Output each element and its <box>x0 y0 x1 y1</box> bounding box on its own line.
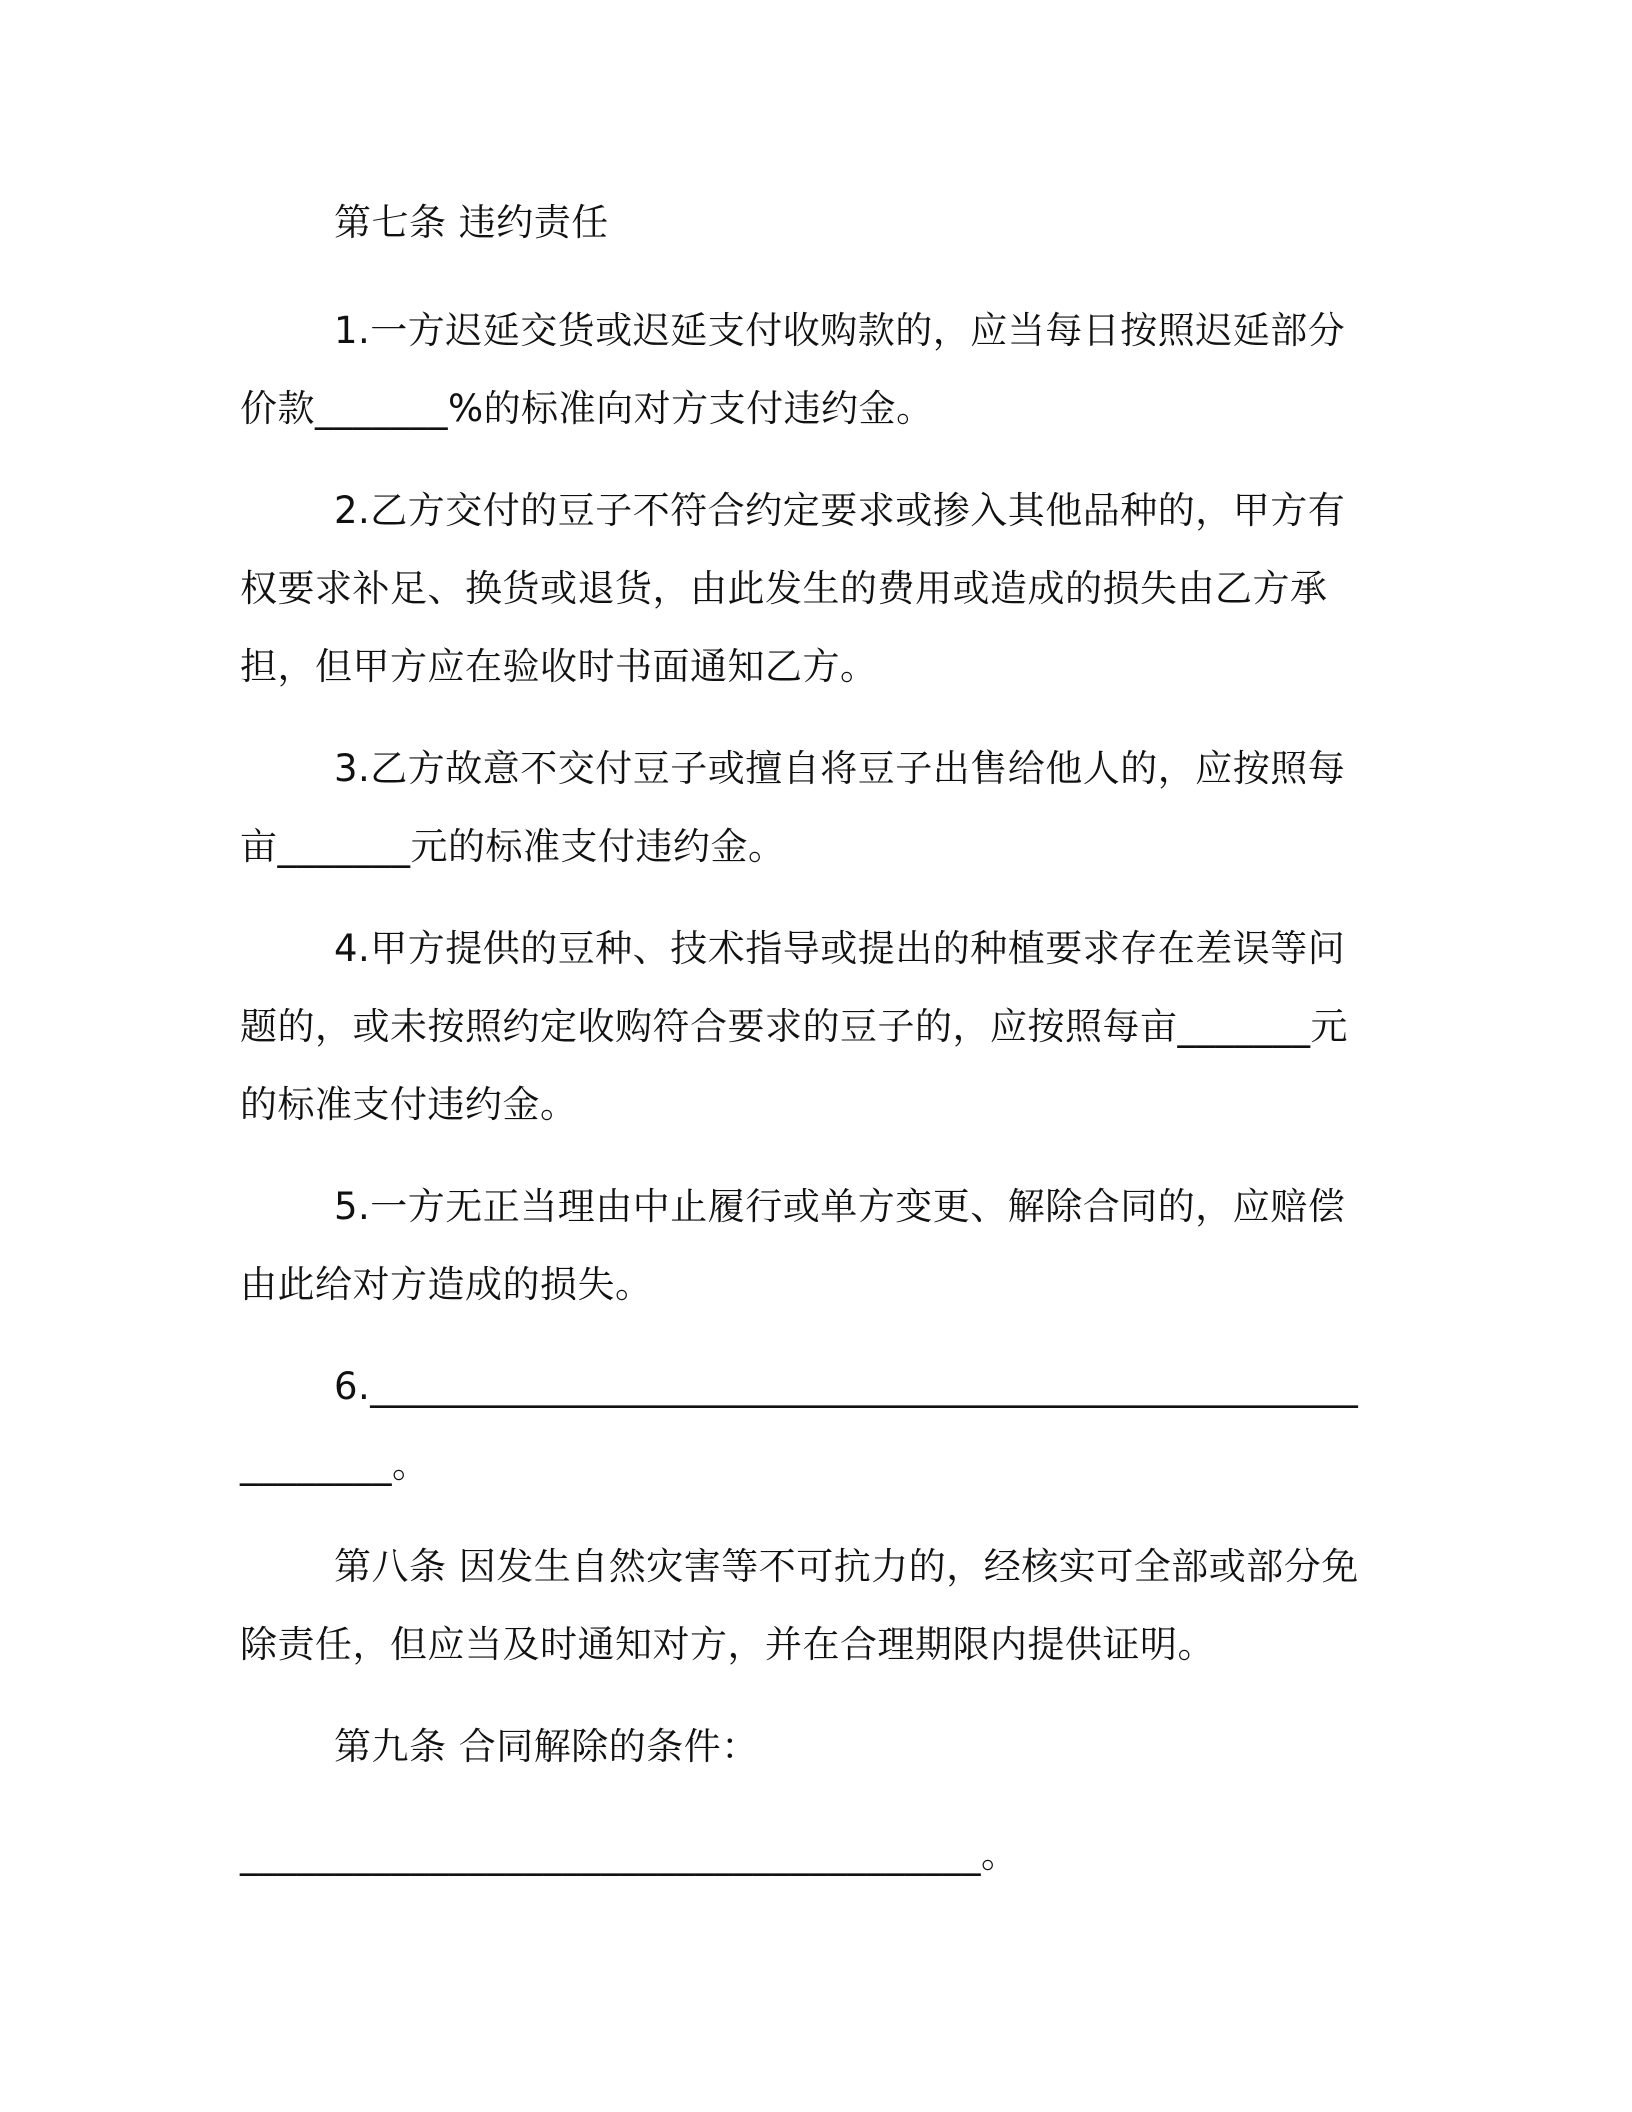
article-7-item-5: 5.一方无正当理由中止履行或单方变更、解除合同的，应赔偿由此给对方造成的损失。 <box>240 1185 1346 1306</box>
article-7-item-1: 1.一方迟延交货或迟延支付收购款的，应当每日按照迟延部分价款_______%的标准向对方支付违约金。 <box>240 309 1346 430</box>
article-7-item-6: 6.____________________________________________________________。 <box>240 1365 1359 1486</box>
document-body <box>240 184 1372 1918</box>
article-7-item-4: 4.甲方提供的豆种、技术指导或提出的种植要求存在差误等问题的，或未按照约定收购符合要求的豆子的，应按照每亩_______元的标准支付违约金。 <box>240 927 1348 1126</box>
article-7-heading: 第七条 违约责任 <box>334 201 609 244</box>
article-7-item-3: 3.乙方故意不交付豆子或擅自将豆子出售给他人的，应按照每亩_______元的标准支付违约金。 <box>240 747 1346 868</box>
article-9-blank: _______________________________________。 <box>240 1833 1019 1876</box>
article-7-item-2: 2.乙方交付的豆子不符合约定要求或掺入其他品种的，甲方有权要求补足、换货或退货，由此发生的费用或造成的损失由乙方承担，但甲方应在验收时书面通知乙方。 <box>240 489 1346 688</box>
article-8: 第八条 因发生自然灾害等不可抗力的，经核实可全部或部分免除责任，但应当及时通知对方，并在合理期限内提供证明。 <box>240 1545 1359 1666</box>
article-9-heading: 第九条 合同解除的条件： <box>334 1725 759 1768</box>
